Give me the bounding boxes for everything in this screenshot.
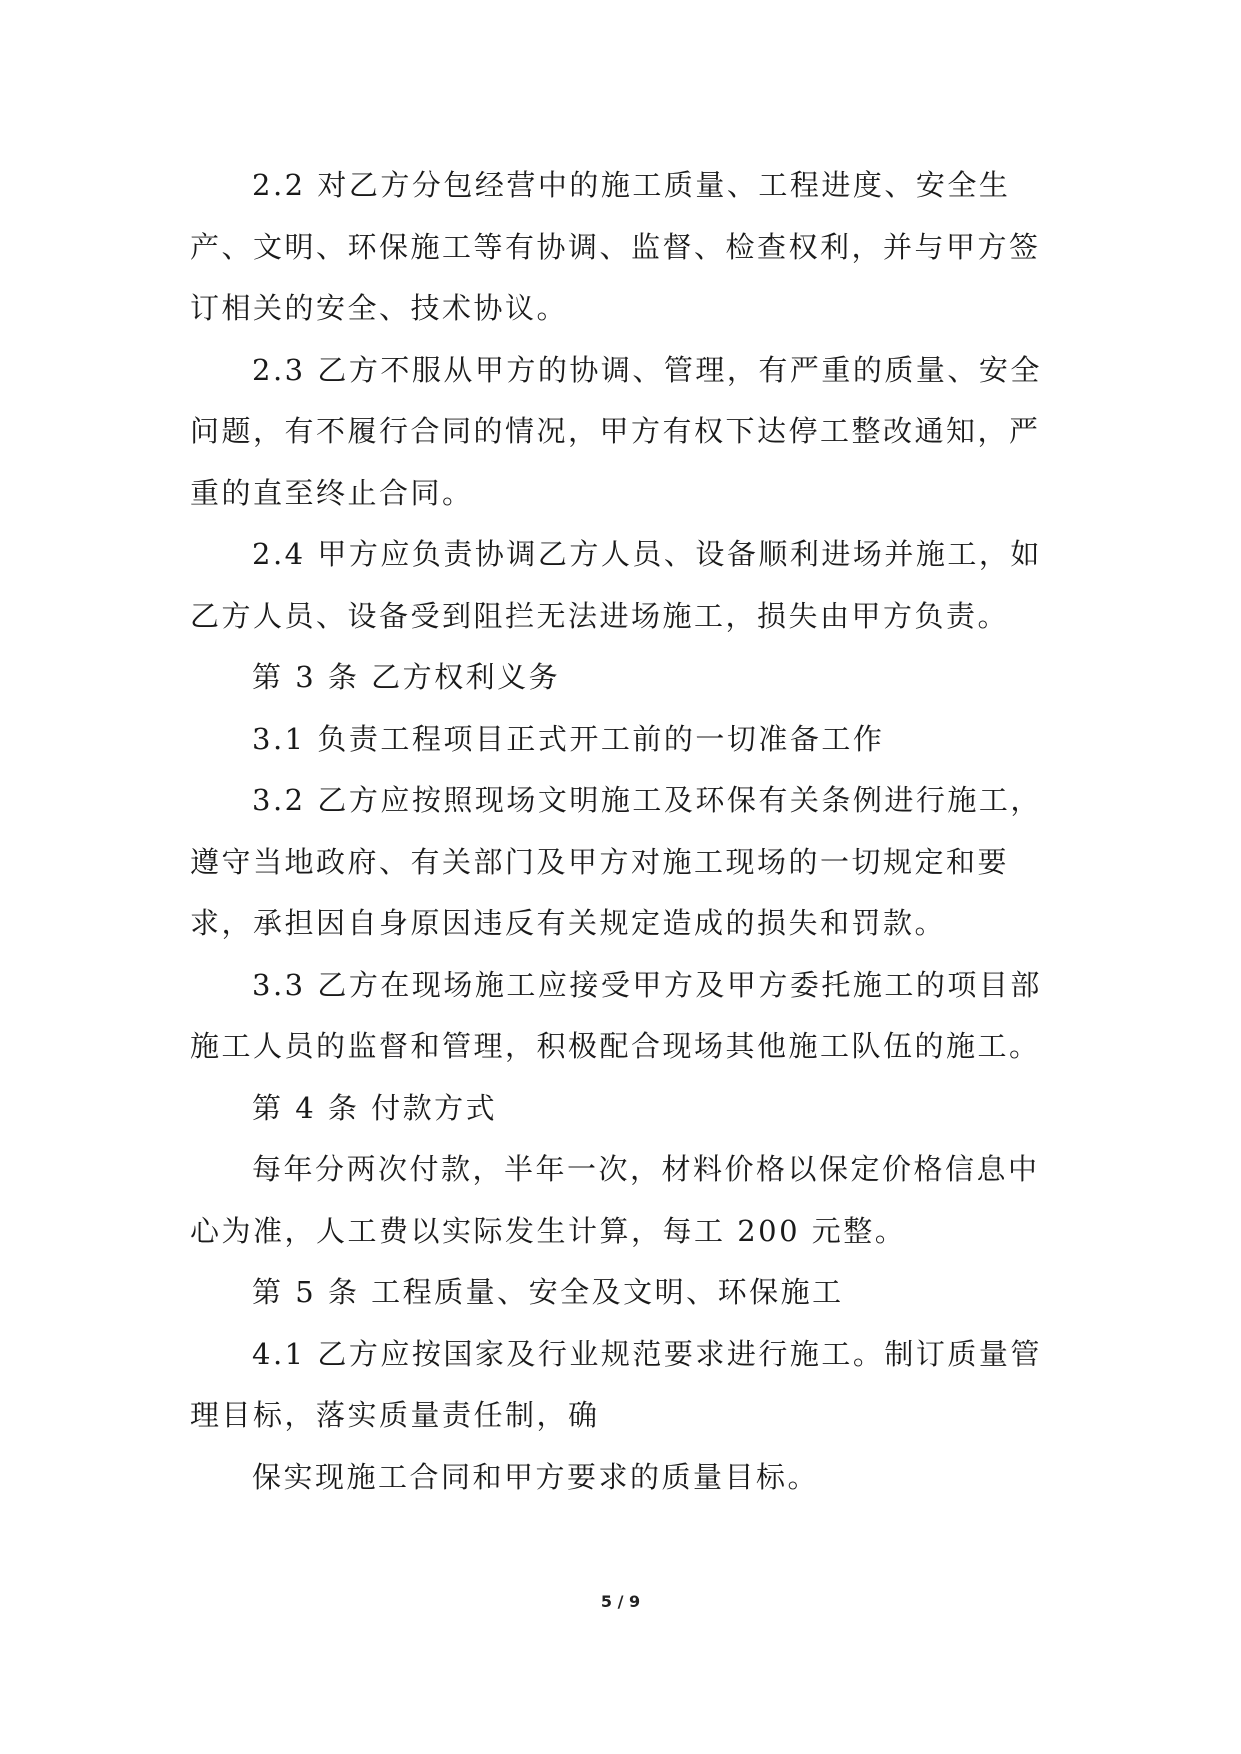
paragraph-3-1: 3.1 负责工程项目正式开工前的一切准备工作 bbox=[252, 721, 885, 756]
document-body bbox=[190, 155, 1050, 1508]
paragraph-3-3: 3.3 乙方在现场施工应接受甲方及甲方委托施工的项目部施工人员的监督和管理，积极配合现场其他施工队伍的施工。 bbox=[190, 967, 1042, 1063]
paragraph-4-1-continued: 保实现施工合同和甲方要求的质量目标。 bbox=[252, 1459, 820, 1494]
page-number: 5 / 9 bbox=[600, 1592, 641, 1611]
paragraph-2-4: 2.4 甲方应负责协调乙方人员、设备顺利进场并施工，如乙方人员、设备受到阻拦无法进场施工，损失由甲方负责。 bbox=[190, 537, 1042, 633]
paragraph-4-1: 4.1 乙方应按国家及行业规范要求进行施工。制订质量管理目标，落实质量责任制，确 bbox=[190, 1336, 1042, 1432]
paragraph-3-2: 3.2 乙方应按照现场文明施工及环保有关条例进行施工，遵守当地政府、有关部门及甲方对施工现场的一切规定和要求，承担因自身原因违反有关规定造成的损失和罚款。 bbox=[190, 783, 1042, 940]
paragraph-2-2: 2.2 对乙方分包经营中的施工质量、工程进度、安全生产、文明、环保施工等有协调、监督、检查权利，并与甲方签订相关的安全、技术协议。 bbox=[190, 168, 1041, 325]
article-3-heading: 第 3 条 乙方权利义务 bbox=[252, 660, 561, 694]
article-5-heading: 第 5 条 工程质量、安全及文明、环保施工 bbox=[252, 1275, 844, 1309]
article-4-heading: 第 4 条 付款方式 bbox=[252, 1090, 498, 1125]
paragraph-2-3: 2.3 乙方不服从甲方的协调、管理，有严重的质量、安全问题，有不履行合同的情况，甲方有权下达停工整改通知，严重的直至终止合同。 bbox=[190, 352, 1042, 510]
paragraph-payment: 每年分两次付款，半年一次，材料价格以保定价格信息中心为准，人工费以实际发生计算，每工 200 元整。 bbox=[190, 1152, 1040, 1248]
